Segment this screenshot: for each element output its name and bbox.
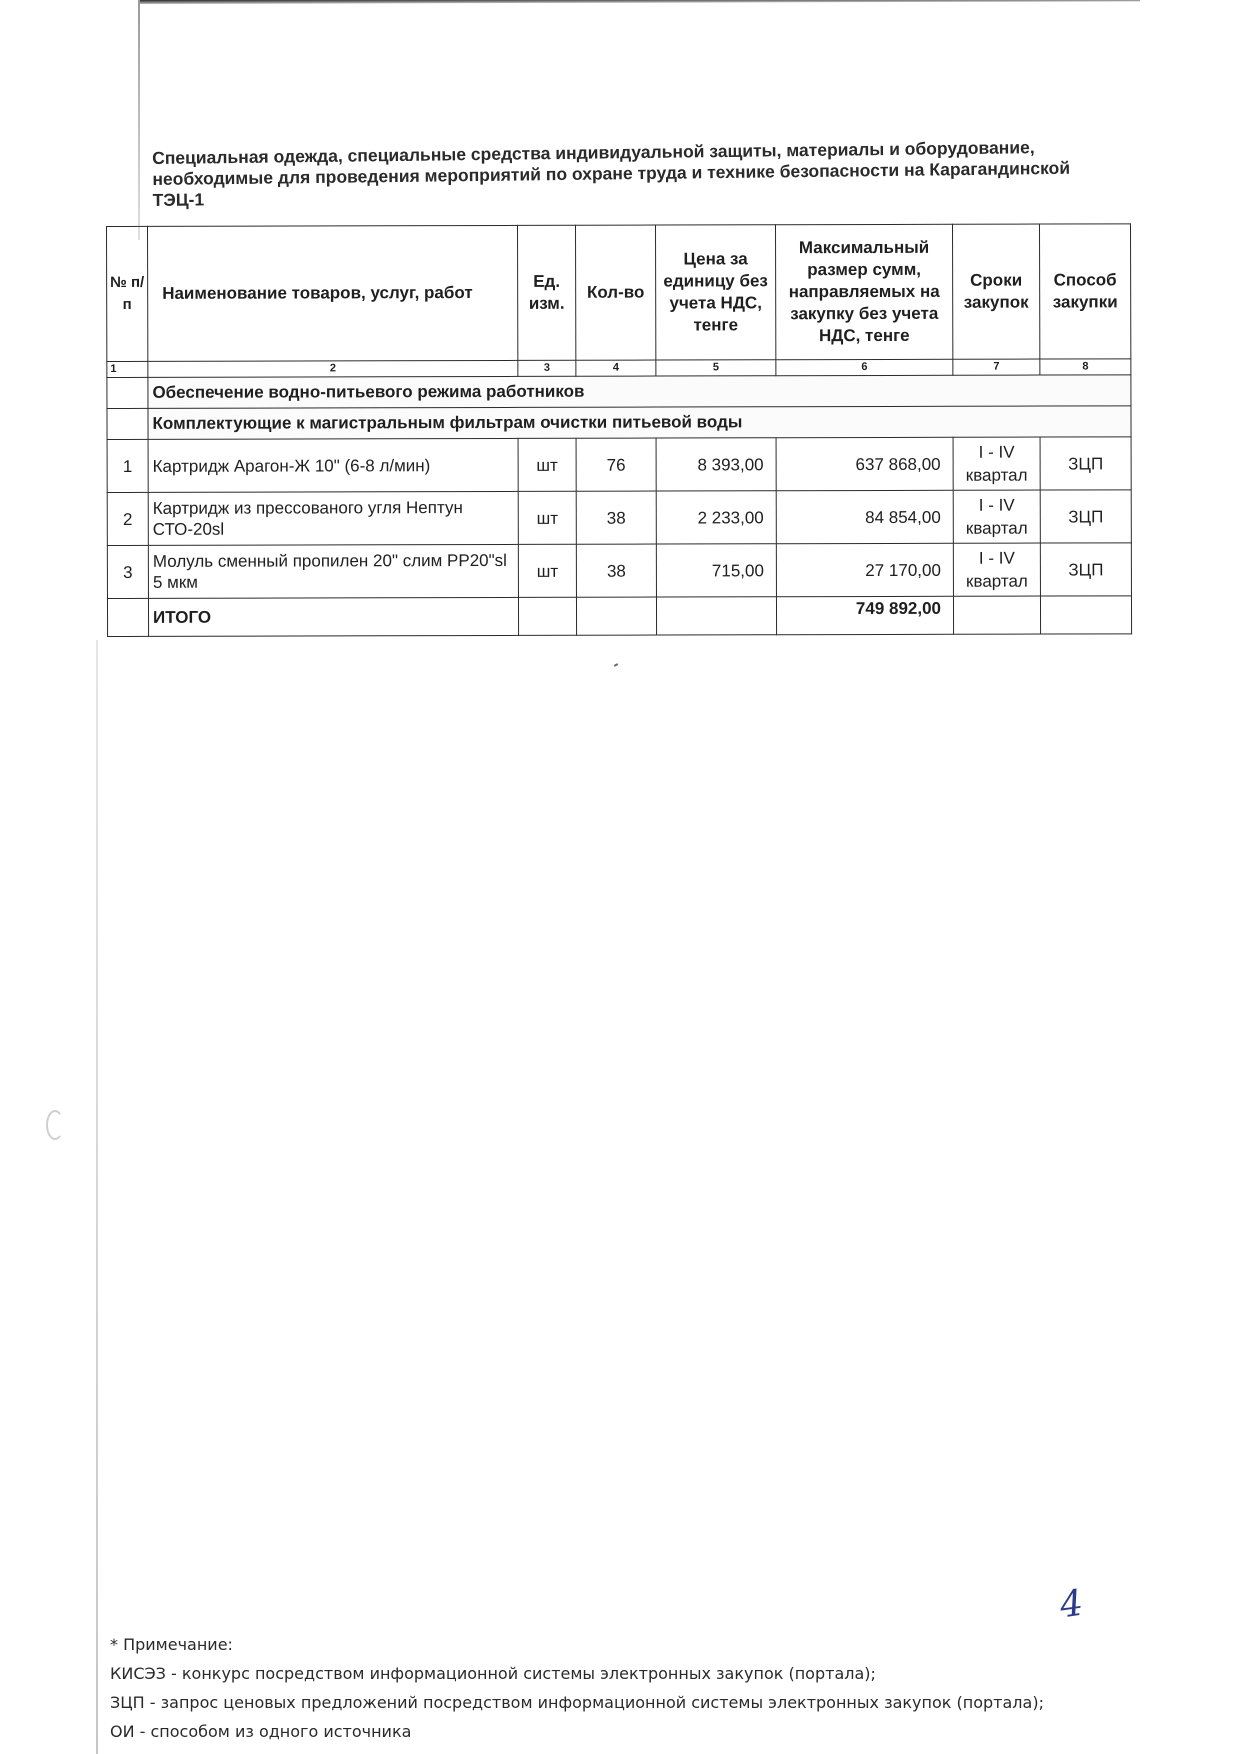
- item-num: 3: [107, 545, 148, 598]
- item-price: 8 393,00: [656, 438, 776, 491]
- column-index: 8: [1040, 359, 1131, 375]
- table-row: [107, 543, 1131, 599]
- column-index: 2: [148, 360, 518, 377]
- empty-cell: [107, 377, 148, 408]
- total-label: ИТОГО: [148, 597, 518, 636]
- column-index: 4: [576, 360, 656, 376]
- procurement-table: [106, 223, 1132, 637]
- empty-cell: [518, 597, 576, 635]
- header-term: Сроки закупок: [952, 224, 1039, 359]
- item-num: 2: [107, 492, 148, 545]
- item-price: 715,00: [656, 544, 776, 597]
- empty-cell: [576, 597, 656, 635]
- scan-edge-left-upper: [138, 0, 140, 240]
- subsection-row: [107, 406, 1131, 440]
- header-row: [107, 224, 1131, 362]
- column-index: 7: [953, 359, 1040, 375]
- item-term: I - IV квартал: [953, 543, 1040, 596]
- section-row: [107, 375, 1131, 409]
- item-qty: 76: [576, 438, 656, 491]
- item-method: ЗЦП: [1040, 490, 1131, 543]
- item-method: ЗЦП: [1040, 543, 1131, 596]
- item-max-sum: 27 170,00: [776, 543, 953, 596]
- table-row: [107, 437, 1131, 493]
- section-title: Обеспечение водно-питьевого режима работников: [148, 375, 1131, 409]
- column-index: 6: [776, 359, 953, 375]
- header-method: Способ закупки: [1039, 224, 1130, 359]
- punch-hole-mark: [46, 1110, 64, 1140]
- header-unit: Ед. изм.: [517, 225, 575, 360]
- empty-cell: [107, 408, 148, 439]
- item-qty: 38: [576, 544, 656, 597]
- footnote-heading: * Примечание:: [110, 1635, 233, 1654]
- item-term: I - IV квартал: [953, 490, 1040, 543]
- footnote-line: КИСЭЗ - конкурс посредством информационной системы электронных закупок (портала);: [110, 1664, 876, 1683]
- column-index: 3: [518, 360, 576, 376]
- scan-edge-top: [140, 0, 1140, 4]
- footnote-line: ОИ - способом из одного источника: [110, 1722, 412, 1741]
- footnote-line: ЗЦП - запрос ценовых предложений посредством информационной системы электронных закупок (портала);: [110, 1693, 1044, 1712]
- header-name: Наименование товаров, услуг, работ: [148, 225, 518, 361]
- item-method: ЗЦП: [1040, 437, 1131, 490]
- empty-cell: [953, 596, 1040, 634]
- item-name: Картридж из прессованого угля Нептун СТО-20sl: [148, 491, 518, 545]
- handwritten-page-number: 4: [1057, 1582, 1086, 1627]
- total-value: 749 892,00: [776, 596, 953, 634]
- item-name: Картридж Арагон-Ж 10" (6-8 л/мин): [148, 438, 518, 492]
- empty-cell: [656, 597, 776, 635]
- column-index: 1: [107, 361, 148, 377]
- item-price: 2 233,00: [656, 491, 776, 544]
- total-row: [107, 596, 1131, 637]
- subsection-title: Комплектующие к магистральным фильтрам очистки питьевой воды: [148, 406, 1131, 440]
- item-unit: шт: [518, 438, 576, 491]
- empty-cell: [1040, 596, 1131, 634]
- header-qty: Кол-во: [575, 225, 655, 360]
- item-max-sum: 637 868,00: [776, 437, 953, 490]
- document-title: Специальная одежда, специальные средства индивидуальной защиты, материалы и оборудование, необходимые для проведения мероприятий по охране труда и технике безопасности на Карагандинской ТЭЦ-1: [152, 137, 1071, 210]
- item-unit: шт: [518, 544, 576, 597]
- column-index: 5: [656, 360, 776, 376]
- item-num: 1: [107, 439, 148, 492]
- header-price: Цена за единицу без учета НДС, тенге: [655, 225, 775, 360]
- item-term: I - IV квартал: [953, 437, 1040, 490]
- header-num: № п/п: [107, 226, 148, 361]
- item-max-sum: 84 854,00: [776, 490, 953, 543]
- scan-edge-left: [96, 640, 98, 1754]
- empty-cell: [107, 598, 148, 636]
- item-unit: шт: [518, 491, 576, 544]
- header-max-sum: Максимальный размер сумм, направляемых на закупку без учета НДС, тенге: [775, 224, 952, 359]
- stray-pen-mark: [614, 663, 618, 667]
- item-name: Молуль сменный пропилен 20" слим PP20"sl 5 мкм: [148, 544, 518, 598]
- footnote: [110, 1630, 1210, 1746]
- table-row: [107, 490, 1131, 546]
- item-qty: 38: [576, 491, 656, 544]
